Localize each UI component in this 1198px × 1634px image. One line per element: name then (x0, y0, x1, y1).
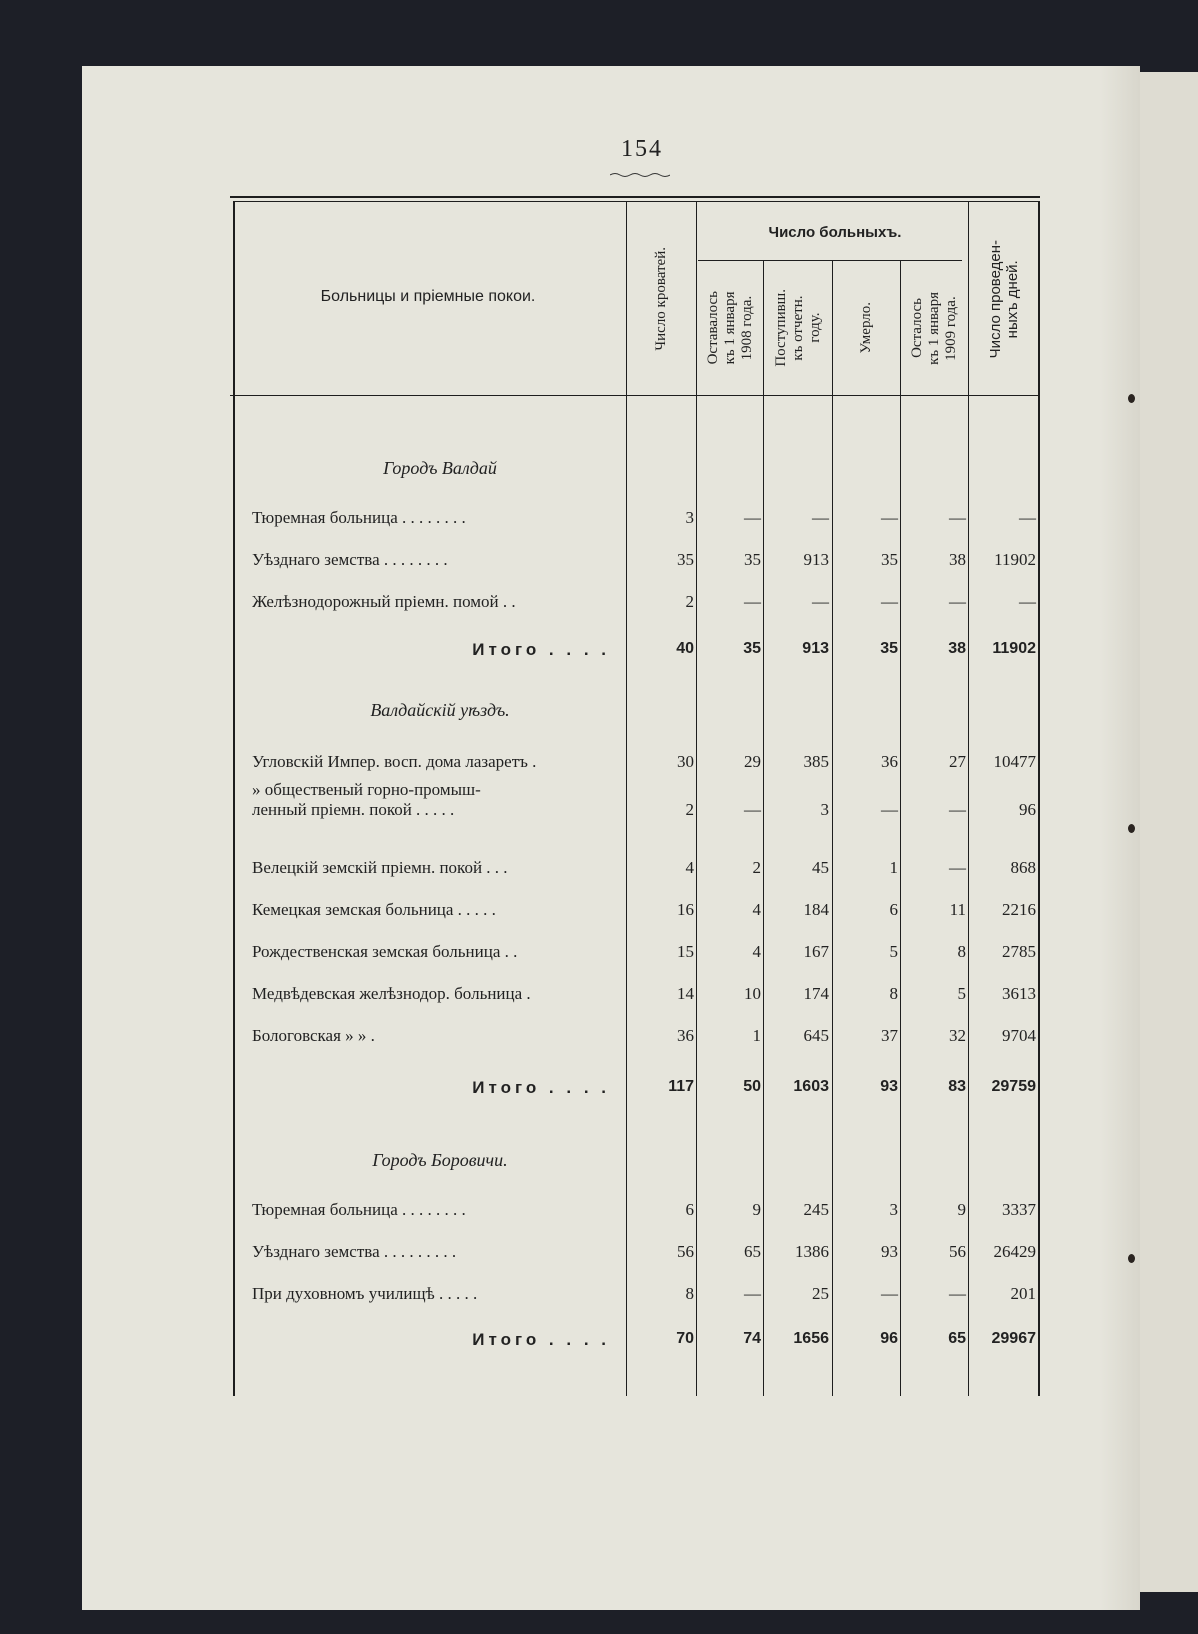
cell-days: 868 (1010, 858, 1036, 877)
adjacent-page (1140, 72, 1198, 1592)
table-row (0, 780, 1198, 826)
total-died: 93 (880, 1078, 898, 1095)
cell-end: 9 (957, 1200, 966, 1219)
cell-days: — (1019, 508, 1036, 527)
cell-start: 4 (752, 900, 761, 919)
cell-start: 4 (752, 942, 761, 961)
remained-start-header: Оставалось къ 1 января 1908 года. (704, 291, 755, 365)
cell-beds: 16 (677, 900, 694, 919)
cell-start: 29 (744, 752, 761, 771)
cell-days: 11902 (994, 550, 1036, 569)
total-end: 83 (948, 1078, 966, 1095)
remained-end-header: Осталось къ 1 января 1909 года. (909, 291, 959, 365)
total-end: 38 (948, 640, 966, 657)
cell-admitted: 245 (803, 1200, 829, 1219)
table-row (0, 1242, 1198, 1268)
cell-beds: 15 (677, 942, 694, 961)
cell-beds: 4 (685, 858, 694, 877)
cell-admitted: 913 (803, 550, 829, 569)
cell-beds: 2 (685, 800, 694, 819)
row-label: Медвѣдевская желѣзнодор. больница . (252, 984, 531, 1003)
total-start: 74 (743, 1330, 761, 1347)
cell-days: 3613 (1002, 984, 1036, 1003)
cell-end: — (949, 800, 966, 819)
page-number-ornament (610, 172, 670, 178)
total-days: 29967 (991, 1330, 1036, 1347)
cell-end: — (949, 592, 966, 611)
cell-died: 93 (881, 1242, 898, 1261)
cell-beds: 56 (677, 1242, 694, 1261)
section-title: Городъ Боровичи. (372, 1150, 508, 1170)
row-label-continued: ленный пріемн. покой . . . . . (252, 800, 455, 819)
row-header: Больницы и пріемные покои. (320, 288, 536, 305)
cell-days: 10477 (993, 752, 1036, 771)
row-label: Уѣзднаго земства . . . . . . . . . (252, 1242, 457, 1261)
page-number: 154 (621, 136, 663, 162)
cell-died: 3 (889, 1200, 898, 1219)
cell-admitted: 25 (812, 1284, 829, 1303)
cell-beds: 30 (677, 752, 694, 771)
page-edge (1100, 66, 1140, 1610)
cell-died: 8 (889, 984, 898, 1003)
total-beds: 70 (676, 1330, 694, 1347)
total-admitted: 913 (802, 640, 829, 657)
total-end: 65 (948, 1330, 966, 1347)
cell-died: 35 (881, 550, 898, 569)
cell-end: 32 (949, 1026, 966, 1045)
row-label: » общественый горно-промыш- (252, 780, 481, 799)
cell-end: 8 (957, 942, 966, 961)
cell-died: 1 (889, 858, 898, 877)
cell-end: 5 (957, 984, 966, 1003)
total-died: 35 (880, 640, 898, 657)
row-label: Рождественская земская больница . . (252, 942, 518, 961)
table-row (0, 592, 1198, 618)
cell-beds: 6 (685, 1200, 694, 1219)
total-beds: 117 (668, 1078, 694, 1095)
table-row (0, 942, 1198, 968)
admitted-header: Поступивш. къ отчетн. году. (772, 289, 823, 367)
cell-days: 96 (1019, 800, 1036, 819)
total-label: Итого . . . . (472, 1078, 610, 1097)
cell-admitted: 45 (812, 858, 829, 877)
cell-beds: 36 (677, 1026, 694, 1045)
total-start: 50 (743, 1078, 761, 1095)
cell-died: 6 (889, 900, 898, 919)
cell-start: — (744, 508, 761, 527)
cell-days: 9704 (1002, 1026, 1036, 1045)
row-label: Желѣзнодорожный пріемн. помой . . (252, 592, 516, 611)
cell-start: 35 (744, 550, 761, 569)
cell-days: 2216 (1002, 900, 1036, 919)
total-died: 96 (880, 1330, 898, 1347)
cell-days: 26429 (993, 1242, 1036, 1261)
row-label: Бологовская » » . (252, 1026, 375, 1045)
total-label: Итого . . . . (472, 640, 610, 659)
total-start: 35 (743, 640, 761, 657)
cell-died: — (881, 592, 898, 611)
row-label: Тюремная больница . . . . . . . . (252, 1200, 466, 1219)
row-label: Велецкій земскій пріемн. покой . . . (252, 858, 508, 877)
cell-start: — (744, 592, 761, 611)
binding-hole (1128, 394, 1135, 403)
cell-died: — (881, 800, 898, 819)
table-row (0, 1200, 1198, 1226)
cell-died: — (881, 1284, 898, 1303)
beds-header: Число кроватей. (652, 247, 669, 351)
cell-beds: 14 (677, 984, 694, 1003)
row-label: Кемецкая земская больница . . . . . (252, 900, 496, 919)
total-beds: 40 (676, 640, 694, 657)
total-row (0, 640, 1198, 666)
cell-end: — (949, 508, 966, 527)
section-title: Городъ Валдай (383, 458, 497, 478)
cell-admitted: 385 (803, 752, 829, 771)
days-header: Число проведен- ныхъ дней. (986, 239, 1021, 359)
total-row (0, 1330, 1198, 1356)
cell-beds: 2 (685, 592, 694, 611)
cell-beds: 8 (685, 1284, 694, 1303)
table-row (0, 1284, 1198, 1310)
total-admitted: 1603 (793, 1078, 829, 1095)
died-header: Умерло. (858, 302, 874, 354)
patients-group-header: Число больныхъ. (768, 224, 902, 241)
total-days: 29759 (991, 1078, 1036, 1095)
cell-end: 27 (949, 752, 966, 771)
cell-admitted: 645 (803, 1026, 829, 1045)
table-row (0, 508, 1198, 534)
cell-died: — (881, 508, 898, 527)
cell-start: 10 (744, 984, 761, 1003)
cell-died: 37 (881, 1026, 898, 1045)
total-days: 11902 (992, 640, 1036, 657)
table-row (0, 752, 1198, 778)
table-row (0, 1026, 1198, 1052)
cell-admitted: 167 (803, 942, 829, 961)
cell-start: 2 (752, 858, 761, 877)
cell-start: 1 (752, 1026, 761, 1045)
cell-end: 56 (949, 1242, 966, 1261)
cell-end: 11 (949, 900, 966, 919)
cell-end: — (949, 858, 966, 877)
cell-days: 201 (1010, 1284, 1036, 1303)
cell-start: — (744, 1284, 761, 1303)
total-label: Итого . . . . (472, 1330, 610, 1349)
cell-start: 9 (752, 1200, 761, 1219)
row-label: Угловскій Импер. восп. дома лазаретъ . (252, 752, 537, 771)
cell-days: 2785 (1002, 942, 1036, 961)
cell-beds: 35 (677, 550, 694, 569)
total-admitted: 1656 (793, 1330, 829, 1347)
row-label: При духовномъ училищѣ . . . . . (252, 1284, 478, 1303)
cell-died: 5 (889, 942, 898, 961)
cell-start: 65 (744, 1242, 761, 1261)
cell-beds: 3 (685, 508, 694, 527)
row-label: Уѣзднаго земства . . . . . . . . (252, 550, 448, 569)
cell-admitted: — (812, 592, 829, 611)
cell-admitted: — (812, 508, 829, 527)
table-row (0, 984, 1198, 1010)
cell-died: 36 (881, 752, 898, 771)
table-row (0, 858, 1198, 884)
cell-days: 3337 (1002, 1200, 1036, 1219)
total-row (0, 1078, 1198, 1104)
cell-admitted: 174 (803, 984, 829, 1003)
table-row (0, 550, 1198, 576)
section-title: Валдайскій уѣздъ. (370, 700, 510, 720)
cell-admitted: 184 (803, 900, 829, 919)
table-row (0, 900, 1198, 926)
cell-start: — (744, 800, 761, 819)
cell-admitted: 1386 (795, 1242, 829, 1261)
cell-end: 38 (949, 550, 966, 569)
cell-admitted: 3 (820, 800, 829, 819)
cell-days: — (1019, 592, 1036, 611)
row-label: Тюремная больница . . . . . . . . (252, 508, 466, 527)
cell-end: — (949, 1284, 966, 1303)
